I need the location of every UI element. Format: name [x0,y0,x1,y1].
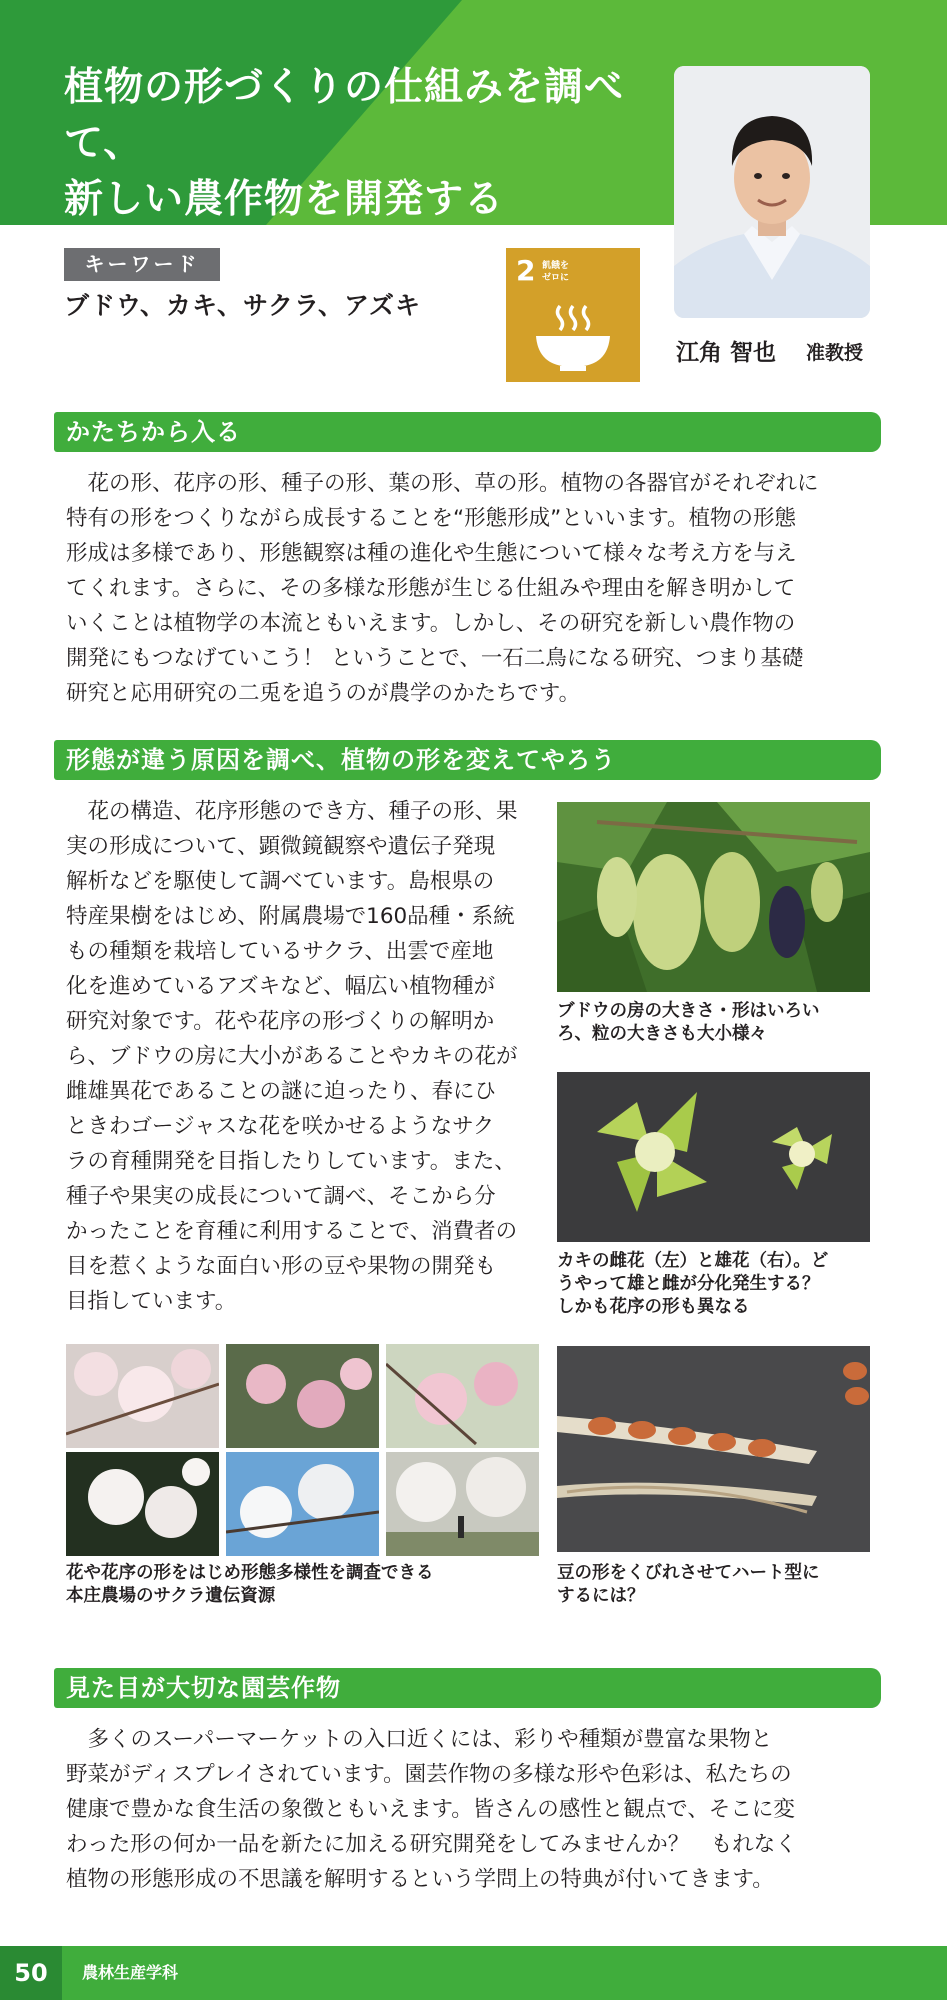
sdg-number: 2 [516,254,536,287]
professor-name: 江角 智也 [676,340,777,366]
section-heading: 見た目が大切な園芸作物 [54,1668,881,1708]
caption-line: しかも花序の形も異なる [557,1297,750,1317]
body-line: いくことは植物学の本流ともいえます。しかし、その研究を新しい農作物の [66,611,796,636]
kaki-flower-photo [557,1072,870,1242]
body-line: ときわゴージャスな花を咲かせるようなサク [66,1114,495,1139]
caption-line: うやって雄と雌が分化発生する？ [557,1274,820,1294]
body-line: 健康で豊かな食生活の象徴ともいえます。皆さんの感性と観点で、そこに変 [66,1797,795,1822]
body-line: かったことを育種に利用することで、消費者の [66,1219,518,1244]
sakura-photo [66,1452,219,1556]
section-body [66,466,872,711]
body-line: 形成は多様であり、形態観察は種の進化や生態について様々な考え方を与え [66,541,797,566]
caption-line: ブドウの房の大きさ・形はいろい [557,1001,820,1021]
body-line: 研究と応用研究の二兎を追うのが農学のかたちです。 [66,681,581,706]
photo-caption-sakura [66,1562,434,1608]
body-line: ら、ブドウの房に大小があることやカキの花が [66,1044,518,1069]
body-line: 実の形成について、顕微鏡観察や遺伝子発現 [66,834,496,859]
caption-line: カキの雌花（左）と雄花（右）。ど [557,1251,829,1271]
body-line: 野菜がディスプレイされています。園芸作物の多様な形や色彩は、私たちの [66,1762,792,1787]
body-line: てくれます。さらに、その多様な形態が生じる仕組みや理由を解き明かして [66,576,796,601]
body-line: 目を惹くような面白い形の豆や果物の開発も [66,1254,497,1279]
body-line: 研究対象です。花や花序の形づくりの解明か [66,1009,495,1034]
department-name: 農林生産学科 [82,1963,179,1982]
caption-line: 本庄農場のサクラ遺伝資源 [66,1586,276,1606]
body-line: 花の構造、花序形態のでき方、種子の形、果 [66,799,518,824]
photo-caption-grape [557,1000,820,1046]
sakura-photo [226,1452,379,1556]
section-body [66,794,542,1319]
body-line: 雌雄異花であることの謎に迫ったり、春にひ [66,1079,497,1104]
body-line: もの種類を栽培しているサクラ、出雲で産地 [66,939,494,964]
body-line: 開発にもつなげていこう！ ということで、一石二鳥になる研究、つまり基礎 [66,646,804,671]
body-line: 特産果樹をはじめ、附属農場で160品種・系統 [66,904,515,929]
body-line: 特有の形をつくりながら成長することを“形態形成”といいます。植物の形態 [66,506,797,531]
caption-line: 花や花序の形をはじめ形態多様性を調査できる [66,1563,434,1583]
bean-pod-photo [557,1346,870,1552]
caption-line: 豆の形をくびれさせてハート型に [557,1563,820,1583]
body-line: 化を進めているアズキなど、幅広い植物種が [66,974,496,999]
body-line: 種子や果実の成長について調べ、そこから分 [66,1184,496,1209]
body-line: 多くのスーパーマーケットの入口近くには、彩りや種類が豊富な果物と [66,1727,773,1752]
caption-line: ろ、粒の大きさも大小様々 [557,1024,767,1044]
section-body [66,1722,872,1897]
caption-line: するには？ [557,1586,645,1606]
professor-portrait [674,66,870,318]
photo-caption-kaki [557,1250,828,1319]
body-line: 目指しています。 [66,1289,237,1314]
keyword-badge: キーワード [64,248,220,281]
sakura-photo [386,1452,539,1556]
sdg-label-line: 飢餓を [542,261,570,271]
keyword-list: ブドウ、カキ、サクラ、アズキ [64,291,422,320]
sdg-badge [506,248,640,382]
sakura-photo [226,1344,379,1448]
body-line: ラの育種開発を目指したりしています。また、 [66,1149,516,1174]
body-line: 解析などを駆使して調べています。島根県の [66,869,495,894]
grape-photo [557,802,870,992]
sakura-photo [386,1344,539,1448]
page-number: 50 [0,1946,62,2000]
body-line: わった形の何か一品を新たに加える研究開発をしてみませんか？ もれなく [66,1832,797,1857]
section-heading: かたちから入る [54,412,881,452]
page-title [64,60,664,228]
title-line: 植物の形づくりの仕組みを調べて、 [64,65,625,166]
bowl-icon [534,300,612,374]
title-line: 新しい農作物を開発する [64,177,505,222]
sakura-photo [66,1344,219,1448]
photo-caption-bean [557,1562,820,1608]
professor-title: 准教授 [806,342,864,364]
section-heading: 形態が違う原因を調べ、植物の形を変えてやろう [54,740,881,780]
body-line: 植物の形態形成の不思議を解明するという学問上の特典が付いてきます。 [66,1867,774,1892]
sdg-label-line: ゼロに [542,273,570,283]
body-line: 花の形、花序の形、種子の形、葉の形、草の形。植物の各器官がそれぞれに [66,471,819,496]
